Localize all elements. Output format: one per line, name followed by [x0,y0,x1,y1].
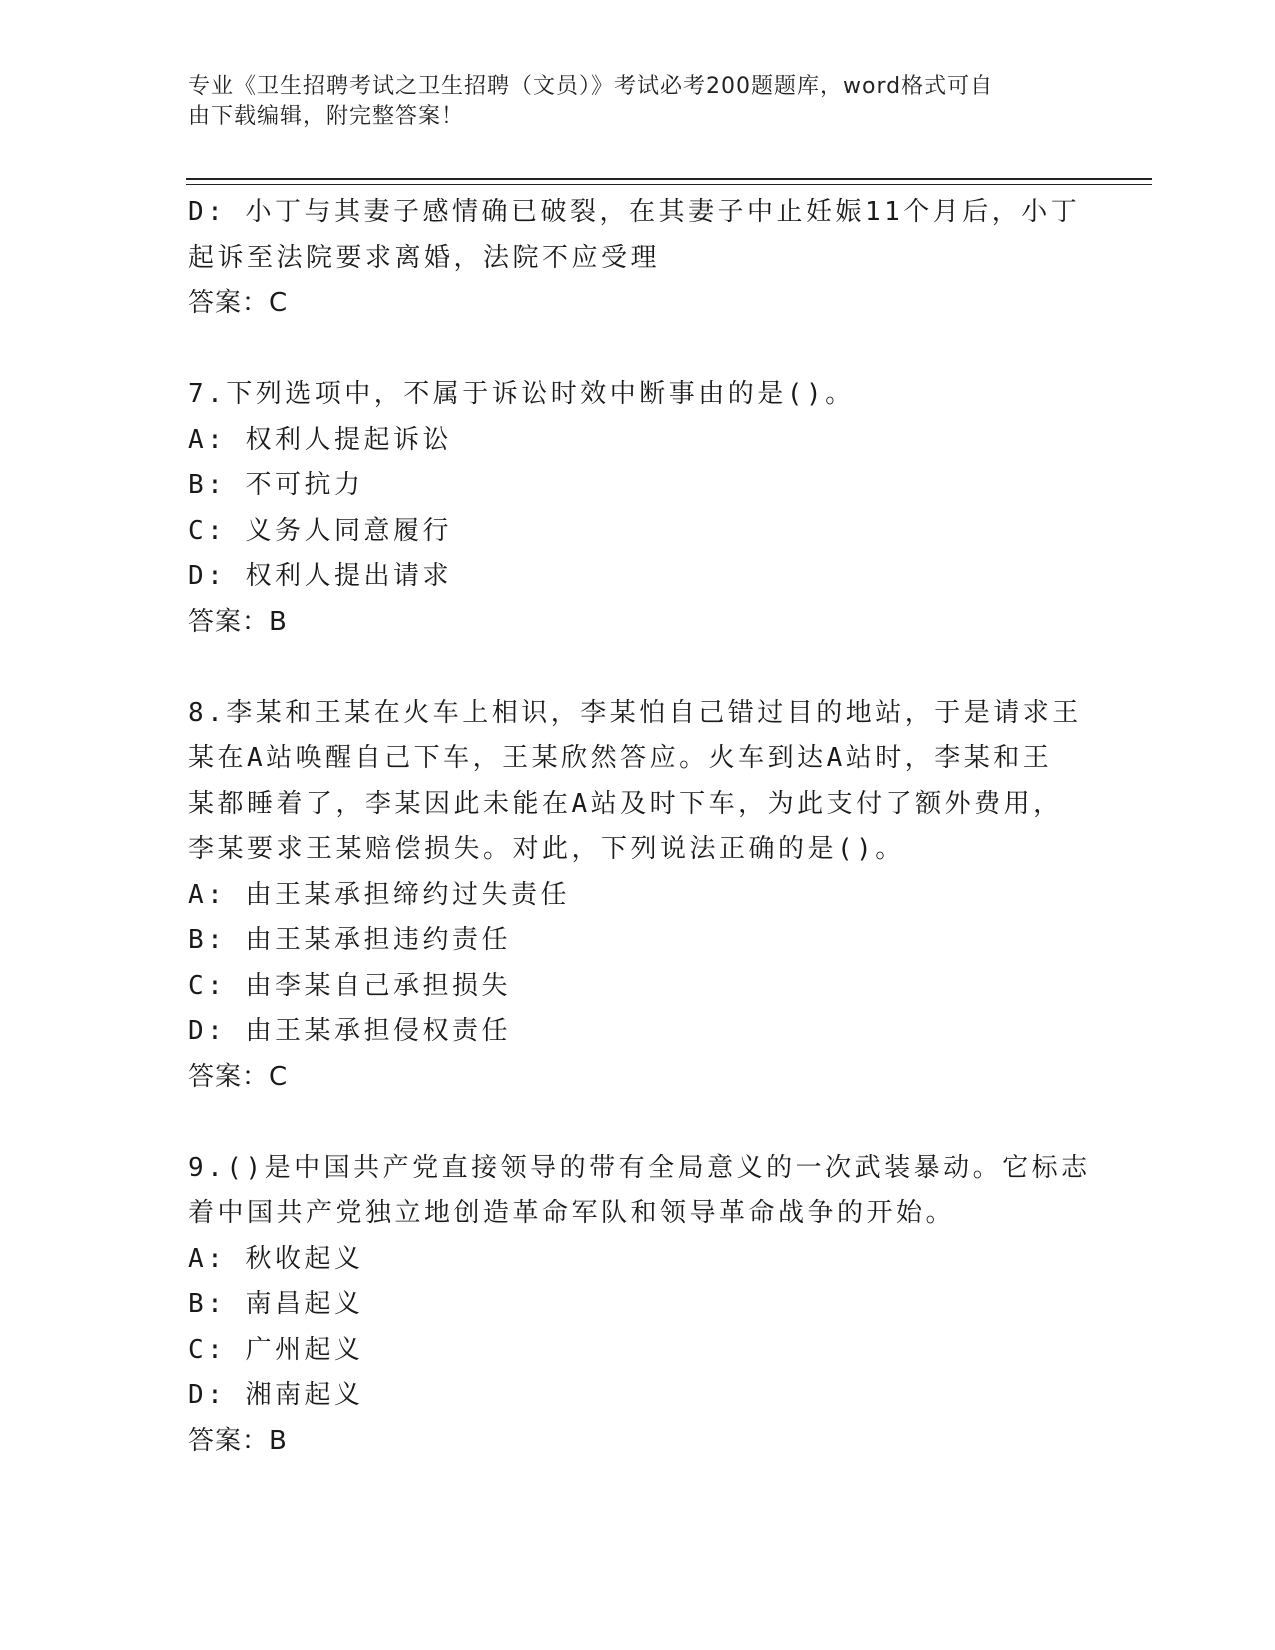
option-d: D: 由王某承担侵权责任 [188,1016,511,1046]
option-b: B: 由王某承担违约责任 [188,925,511,955]
answer: 答案：C [188,1061,289,1092]
question-stem-continued: 某都睡着了，李某因此未能在A站及时下车，为此支付了额外费用， [188,788,1063,819]
option-b: B: 南昌起义 [188,1289,364,1319]
question-stem-continued: 某在A站唤醒自己下车，王某欣然答应。火车到达A站时，李某和王 [188,743,1053,773]
spacer [188,327,1068,373]
option-d: D: 湘南起义 [188,1380,364,1410]
question-stem-continued: 李某要求王某赔偿损失。对此，下列说法正确的是()。 [188,834,905,864]
spacer [188,1100,1068,1146]
document-header [188,72,1068,132]
answer: 答案：B [188,1425,288,1456]
question-stem: 7.下列选项中，不属于诉讼时效中断事由的是()。 [188,379,855,409]
option-a: A: 由王某承担缔约过失责任 [188,879,570,910]
header-line-1: 专业《卫生招聘考试之卫生招聘（文员）》考试必考200题题库，word格式可自 [188,74,994,99]
question-stem-continued: 着中国共产党独立地创造革命军队和领导革命战争的开始。 [188,1198,956,1228]
question-stem: 9.()是中国共产党直接领导的带有全局意义的一次武装暴动。它标志 [188,1152,1091,1183]
option-d: D: 权利人提出请求 [188,561,452,591]
header-line-2: 由下载编辑，附完整答案！ [188,104,465,129]
question-9 [188,1146,1091,1465]
option-c: C: 由李某自己承担损失 [188,970,511,1001]
question-stem: 8.李某和王某在火车上相识，李某怕自己错过目的地站，于是请求王 [188,697,1082,728]
option-c: C: 广州起义 [188,1334,364,1365]
option-a: A: 权利人提起诉讼 [188,424,452,455]
question-8 [188,691,1082,1101]
spacer [188,645,1068,691]
question-list [188,190,1091,1464]
header-divider-thick [186,178,1152,180]
option-c: C: 义务人同意履行 [188,515,452,546]
option-a: A: 秋收起义 [188,1243,364,1274]
header-divider-thin [186,184,1152,185]
question-6-tail [188,190,1081,327]
answer: 答案：C [188,288,289,318]
option-b: B: 不可抗力 [188,470,364,500]
option-d-continued: 起诉至法院要求离婚，法院不应受理 [188,242,661,273]
question-7 [188,372,1068,645]
option-d: D: 小丁与其妻子感情确已破裂，在其妻子中止妊娠11个月后，小丁 [188,197,1081,227]
answer: 答案：B [188,606,288,637]
